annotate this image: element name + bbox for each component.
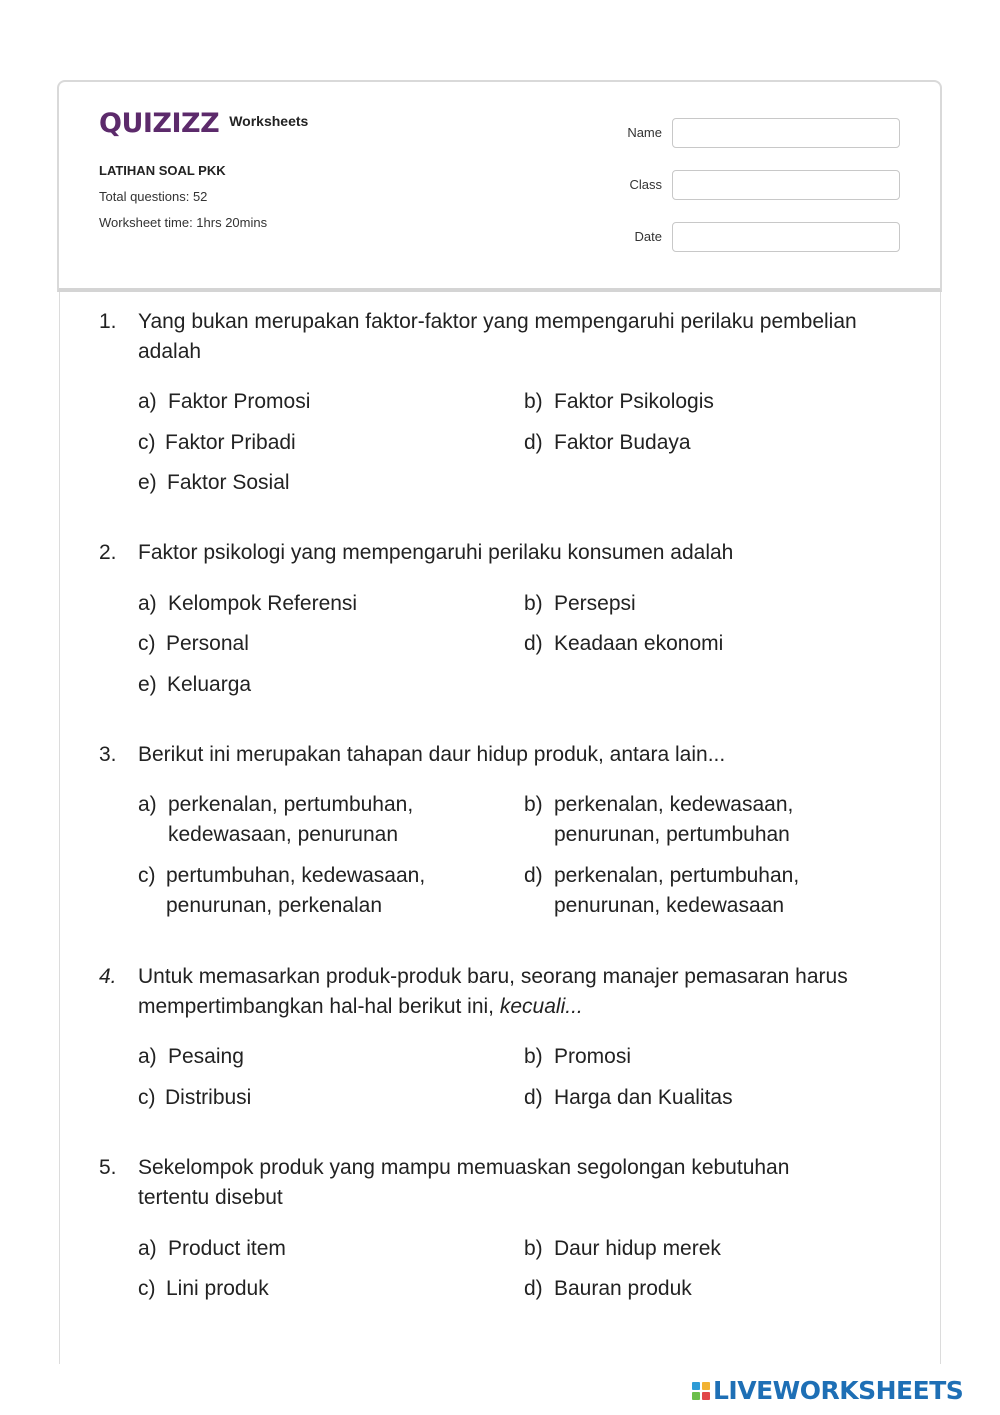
option-letter: b) — [524, 592, 543, 615]
option-text: perkenalan, kedewasaan, penurunan, pertumbuhan — [554, 793, 794, 846]
option-letter: e) — [138, 673, 157, 696]
option-text: Product item — [168, 1237, 286, 1260]
option-text: Keadaan ekonomi — [554, 632, 724, 655]
quizizz-logo-wordmark: QUIZIZZ — [99, 108, 220, 139]
option-text: Lini produk — [166, 1277, 269, 1300]
logo-block — [702, 1392, 710, 1400]
option-1b[interactable] — [524, 387, 874, 417]
option-2b[interactable] — [524, 589, 874, 619]
option-text: Faktor Psikologis — [554, 390, 714, 413]
option-text: Harga dan Kualitas — [554, 1086, 733, 1109]
option-letter: d) — [524, 431, 543, 454]
liveworksheets-wordmark: LIVEWORKSHEETS — [713, 1376, 964, 1405]
option-3c[interactable] — [138, 861, 468, 921]
question-3 — [99, 740, 899, 770]
option-letter: a) — [138, 390, 157, 413]
option-text: pertumbuhan, kedewasaan, penurunan, perkenalan — [166, 864, 426, 917]
option-4a[interactable] — [138, 1042, 488, 1072]
option-2c[interactable] — [138, 629, 488, 659]
option-5d[interactable] — [524, 1274, 874, 1304]
question-number: 3. — [99, 743, 117, 766]
page-border-right — [940, 292, 941, 1364]
worksheet-time: Worksheet time: 1hrs 20mins — [99, 215, 268, 230]
option-text: Pesaing — [168, 1045, 244, 1068]
option-3d[interactable] — [524, 861, 854, 921]
option-letter: b) — [524, 1237, 543, 1260]
option-4d[interactable] — [524, 1083, 874, 1113]
name-field[interactable] — [672, 118, 900, 148]
question-1 — [99, 307, 899, 367]
total-questions: Total questions: 52 — [99, 189, 208, 204]
liveworksheets-blocks-icon — [692, 1382, 710, 1400]
option-letter: a) — [138, 592, 157, 615]
option-text: Promosi — [554, 1045, 632, 1068]
option-letter: b) — [524, 390, 543, 413]
question-text — [138, 962, 888, 1022]
logo-block — [692, 1382, 700, 1390]
option-text: Distribusi — [165, 1086, 252, 1109]
option-letter: c) — [138, 1086, 156, 1109]
option-3a[interactable] — [138, 790, 468, 850]
question-text-italic: kecuali... — [499, 995, 583, 1018]
question-text: Sekelompok produk yang mampu memuaskan segolongan kebutuhan tertentu disebut — [138, 1156, 790, 1209]
option-letter: e) — [138, 471, 157, 494]
option-text: Bauran produk — [554, 1277, 692, 1300]
option-letter: d) — [524, 632, 543, 655]
option-text: Daur hidup merek — [554, 1237, 721, 1260]
quizizz-logo — [99, 109, 308, 139]
option-letter: b) — [524, 793, 543, 816]
question-text: Yang bukan merupakan faktor-faktor yang mempengaruhi perilaku pembelian adalah — [138, 310, 857, 363]
worksheet-title: LATIHAN SOAL PKK — [99, 163, 226, 178]
option-letter: d) — [524, 1086, 543, 1109]
logo-block — [692, 1392, 700, 1400]
worksheets-label: Worksheets — [229, 113, 309, 129]
option-5c[interactable] — [138, 1274, 488, 1304]
option-letter: c) — [138, 431, 156, 454]
option-2d[interactable] — [524, 629, 874, 659]
liveworksheets-logo — [692, 1376, 963, 1405]
option-text: Faktor Promosi — [168, 390, 311, 413]
question-text-main: Untuk memasarkan produk-produk baru, seorang manajer pemasaran harus mempertimbangkan hal-hal berikut ini, — [138, 965, 848, 1018]
date-field[interactable] — [672, 222, 900, 252]
option-letter: c) — [138, 1277, 156, 1300]
option-letter: b) — [524, 1045, 543, 1068]
option-text: perkenalan, pertumbuhan, penurunan, kedewasaan — [554, 864, 800, 917]
question-5 — [99, 1153, 899, 1213]
question-number: 4. — [99, 965, 117, 988]
option-text: Keluarga — [167, 673, 252, 696]
option-text: perkenalan, pertumbuhan, kedewasaan, penurunan — [168, 793, 414, 846]
option-1a[interactable] — [138, 387, 488, 417]
class-label: Class — [629, 177, 662, 192]
option-3b[interactable] — [524, 790, 854, 850]
question-number: 5. — [99, 1156, 117, 1179]
question-number: 2. — [99, 541, 117, 564]
question-2 — [99, 538, 899, 568]
option-text: Faktor Sosial — [167, 471, 290, 494]
option-1c[interactable] — [138, 428, 488, 458]
option-letter: c) — [138, 864, 156, 887]
option-text: Faktor Budaya — [554, 431, 691, 454]
option-4c[interactable] — [138, 1083, 488, 1113]
question-4 — [99, 962, 899, 1022]
option-1e[interactable] — [138, 468, 488, 498]
option-letter: d) — [524, 864, 543, 887]
option-letter: c) — [138, 632, 156, 655]
option-1d[interactable] — [524, 428, 874, 458]
page-border-left — [59, 292, 60, 1364]
question-text: Berikut ini merupakan tahapan daur hidup produk, antara lain... — [138, 743, 726, 766]
option-text: Persepsi — [554, 592, 636, 615]
option-letter: a) — [138, 1237, 157, 1260]
name-label: Name — [627, 125, 662, 140]
question-number: 1. — [99, 310, 117, 333]
option-text: Faktor Pribadi — [165, 431, 296, 454]
option-5a[interactable] — [138, 1234, 488, 1264]
class-field[interactable] — [672, 170, 900, 200]
option-2e[interactable] — [138, 670, 488, 700]
option-letter: a) — [138, 793, 157, 816]
logo-block — [702, 1382, 710, 1390]
option-letter: a) — [138, 1045, 157, 1068]
option-text: Kelompok Referensi — [168, 592, 358, 615]
option-4b[interactable] — [524, 1042, 874, 1072]
option-text: Personal — [166, 632, 249, 655]
option-5b[interactable] — [524, 1234, 874, 1264]
question-text: Faktor psikologi yang mempengaruhi perilaku konsumen adalah — [138, 541, 734, 564]
option-letter: d) — [524, 1277, 543, 1300]
option-2a[interactable] — [138, 589, 488, 619]
date-label: Date — [634, 229, 662, 244]
